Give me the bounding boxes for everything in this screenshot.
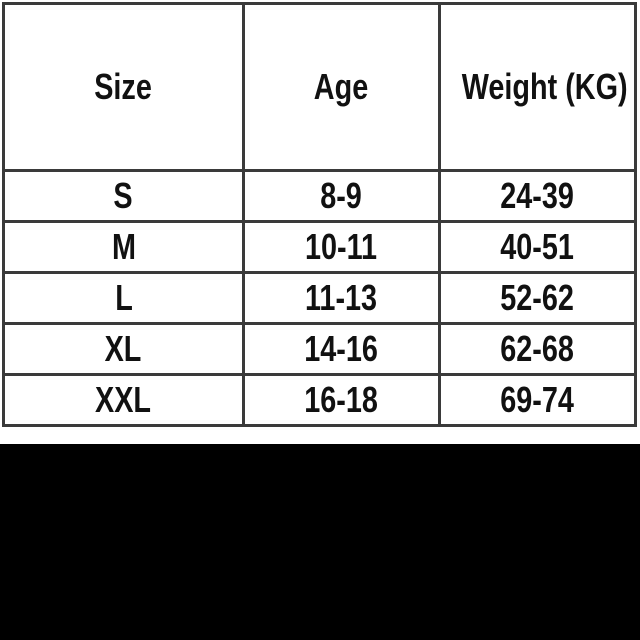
column-header-size bbox=[4, 4, 244, 171]
cell-weight-value: 24-39 bbox=[500, 175, 575, 216]
cell-age-value: 16-18 bbox=[304, 379, 379, 420]
table-row-xxl bbox=[4, 375, 636, 426]
cell-age-value: 8-9 bbox=[320, 175, 363, 216]
column-header-age-label: Age bbox=[314, 66, 369, 107]
cell-weight bbox=[440, 171, 636, 222]
cell-age bbox=[244, 171, 440, 222]
cell-age-value: 14-16 bbox=[304, 328, 379, 369]
cell-age-value: 10-11 bbox=[305, 226, 378, 267]
cell-size-value: XXL bbox=[95, 379, 152, 420]
cell-weight-value: 62-68 bbox=[500, 328, 575, 369]
cell-size bbox=[4, 171, 244, 222]
cell-age-value: 11-13 bbox=[305, 277, 378, 318]
cell-age bbox=[244, 273, 440, 324]
cell-weight bbox=[440, 375, 636, 426]
cell-age bbox=[244, 222, 440, 273]
cell-size-value: L bbox=[114, 277, 133, 318]
cell-age bbox=[244, 324, 440, 375]
column-header-weight-label: Weight (KG) bbox=[461, 66, 628, 107]
cell-weight bbox=[440, 273, 636, 324]
table-row-xl bbox=[4, 324, 636, 375]
table-row-l bbox=[4, 273, 636, 324]
cell-size-value: M bbox=[111, 226, 136, 267]
column-header-weight bbox=[440, 4, 636, 171]
cell-weight bbox=[440, 222, 636, 273]
cell-size bbox=[4, 324, 244, 375]
cell-size-value: S bbox=[113, 175, 134, 216]
cell-weight-value: 52-62 bbox=[500, 277, 575, 318]
cell-size bbox=[4, 273, 244, 324]
column-header-age bbox=[244, 4, 440, 171]
cell-weight-value: 69-74 bbox=[500, 379, 575, 420]
letterbox-bottom bbox=[0, 444, 640, 640]
cell-weight-value: 40-51 bbox=[500, 226, 575, 267]
cell-size-value: XL bbox=[105, 328, 142, 369]
table-header bbox=[4, 4, 636, 171]
cell-weight bbox=[440, 324, 636, 375]
cell-size bbox=[4, 222, 244, 273]
table-row-s bbox=[4, 171, 636, 222]
table-row-m bbox=[4, 222, 636, 273]
table-body bbox=[4, 171, 636, 426]
cell-size bbox=[4, 375, 244, 426]
column-header-size-label: Size bbox=[94, 66, 153, 107]
cell-age bbox=[244, 375, 440, 426]
size-chart-table bbox=[2, 2, 637, 427]
header-row bbox=[4, 4, 636, 171]
